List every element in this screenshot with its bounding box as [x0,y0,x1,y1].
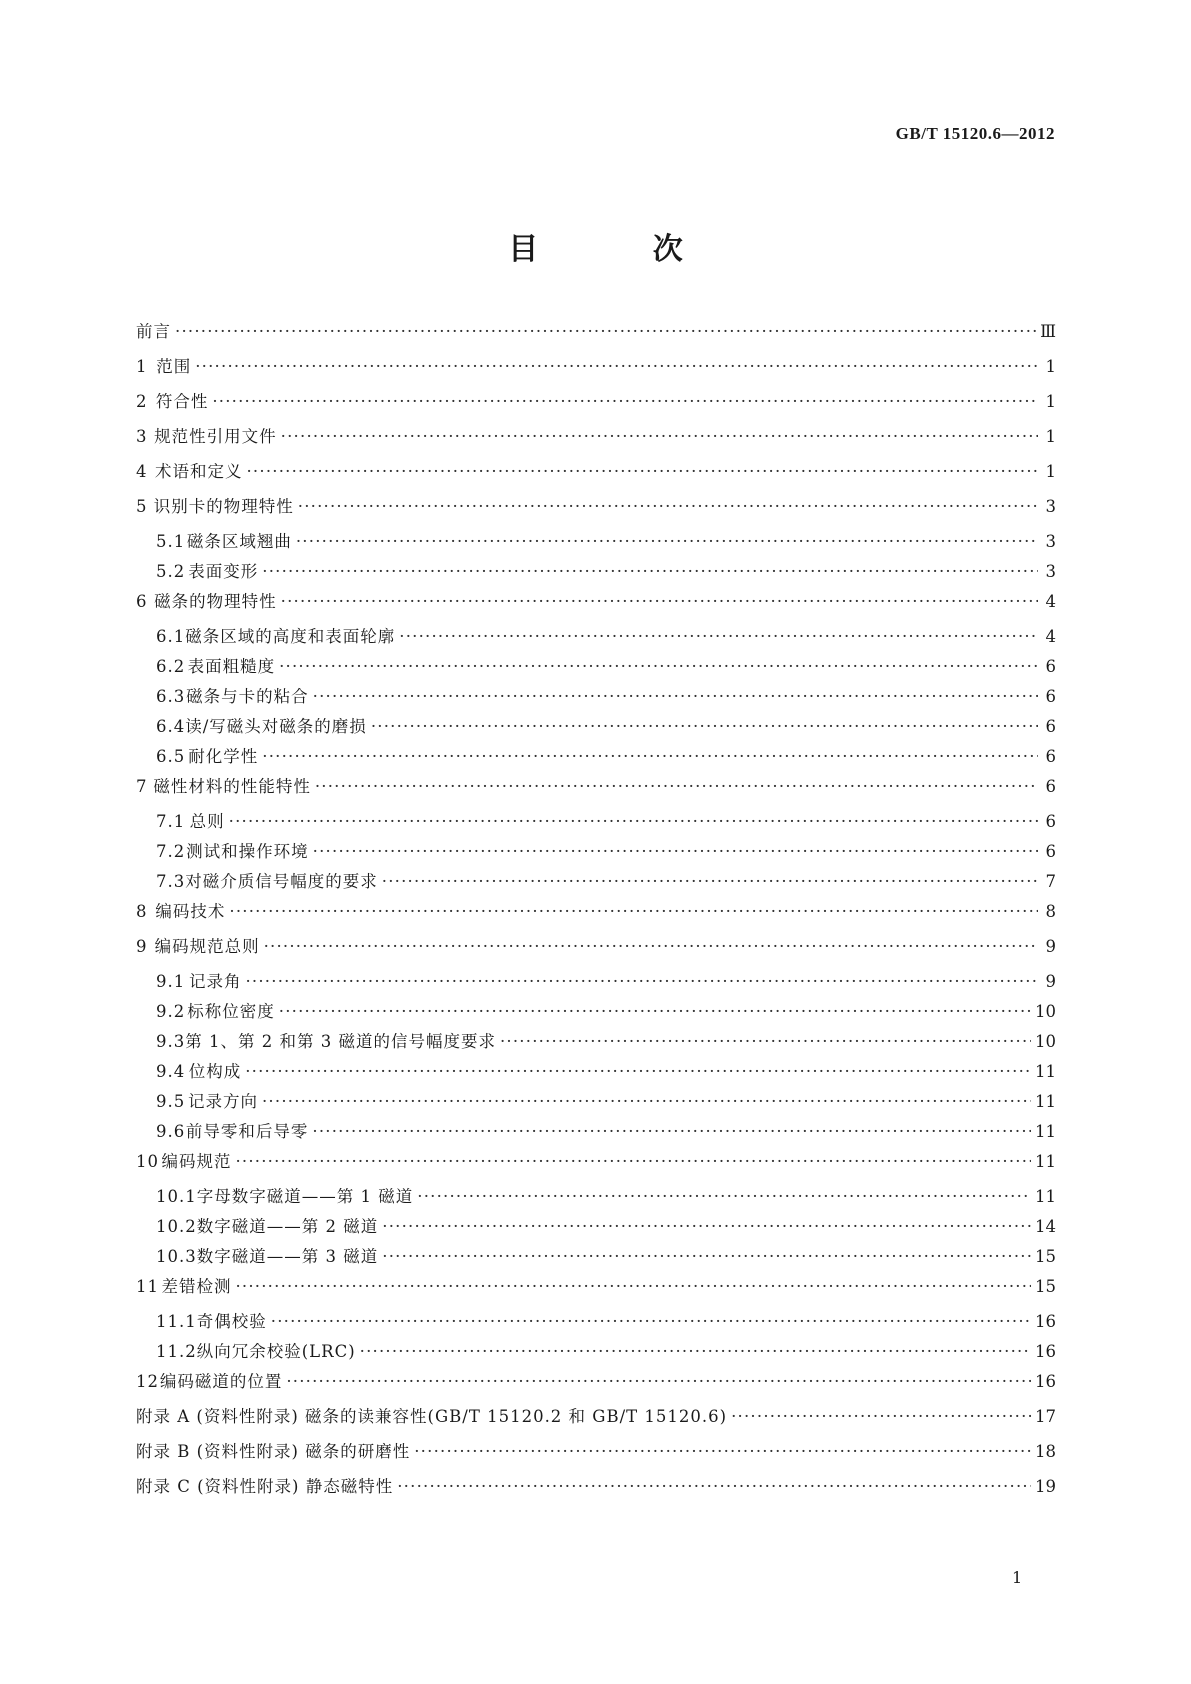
toc-entry-number: 6.2 [156,657,186,676]
toc-entry-page: 6 [1045,687,1056,706]
dot-leader [313,842,1038,862]
dot-leader [296,532,1038,552]
toc-entry[interactable] [136,717,1056,747]
toc-entry-page: 6 [1045,717,1056,736]
toc-entry-page: 6 [1045,812,1056,831]
toc-entry-page: 6 [1045,842,1056,861]
dot-leader [360,1342,1031,1362]
toc-entry-number: 10.1 [156,1187,197,1206]
toc-entry-page: 9 [1045,937,1056,956]
toc-entry-number: 11.2 [156,1342,197,1361]
toc-entry-number: 7 [136,777,148,796]
toc-entry-page: 11 [1035,1187,1056,1206]
toc-entry[interactable] [136,1312,1056,1342]
standard-code: GB/T 15120.6—2012 [895,124,1055,143]
toc-entry[interactable] [136,1342,1056,1372]
toc-entry[interactable] [136,872,1056,902]
toc-entry-page: 16 [1035,1342,1056,1361]
dot-leader [731,1407,1031,1427]
toc-entry[interactable] [136,497,1056,532]
toc-entry-number: 9.6 [156,1122,186,1141]
toc-entry-title: 标称位密度 [187,1002,275,1021]
dot-leader [397,1477,1031,1497]
toc-entry[interactable] [136,902,1056,937]
dot-leader [500,1032,1031,1052]
toc-entry-title: 磁条与卡的粘合 [186,687,309,706]
toc-entry-number: 9.1 [156,972,186,991]
dot-leader [313,687,1038,707]
toc-entry[interactable] [136,1032,1056,1062]
toc-entry[interactable] [136,1372,1056,1407]
dot-leader [262,747,1038,767]
toc-entry-page: 3 [1045,532,1056,551]
dot-leader [246,462,1038,482]
toc-entry-number: 7.2 [156,842,186,861]
toc-entry-title: 耐化学性 [188,747,259,766]
toc-entry-page: 3 [1045,497,1056,516]
toc-entry-page: 4 [1045,592,1056,611]
toc-entry-title: 记录角 [188,972,242,991]
toc-entry-number: 12 [136,1372,159,1391]
toc-entry[interactable] [136,1122,1056,1152]
toc-entry-page: 17 [1035,1407,1056,1426]
toc-entry[interactable] [136,1247,1056,1277]
dot-leader [382,1247,1031,1267]
toc-entry-number: 7.1 [156,812,186,831]
toc-entry[interactable] [136,322,1056,357]
dot-leader [286,1372,1031,1392]
toc-entry-page: 9 [1045,972,1056,991]
toc-entry-number: 5.1 [156,532,186,551]
toc-entry[interactable] [136,1092,1056,1122]
toc-entry-number: 3 [136,427,148,446]
toc-entry-page: 10 [1035,1002,1056,1021]
toc-entry-page: 11 [1035,1062,1056,1081]
page-title: 目 次 [508,232,735,267]
dot-leader [271,1312,1031,1332]
toc-entry-page: Ⅲ [1040,322,1056,341]
toc-entry[interactable] [136,657,1056,687]
toc-entry[interactable] [136,972,1056,1002]
toc-entry-title: 测试和操作环境 [186,842,309,861]
dot-leader [382,1217,1031,1237]
toc-entry-number: 5.2 [156,562,186,581]
toc-entry-title: 磁条区域的高度和表面轮廓 [185,627,396,646]
dot-leader [281,592,1038,612]
dot-leader [279,657,1038,677]
toc-entry-number: 10.3 [156,1247,197,1266]
toc-entry-number: 6.1 [156,627,186,646]
toc-entry-title: 识别卡的物理特性 [153,497,294,516]
toc-entry-title: 数字磁道——第 3 磁道 [196,1247,379,1266]
toc-entry[interactable] [136,1217,1056,1247]
toc-entry-number: 9.2 [156,1002,186,1021]
dot-leader [298,497,1038,517]
dot-leader [245,1062,1031,1082]
dot-leader [229,902,1038,922]
toc-entry-page: 11 [1035,1122,1056,1141]
toc-entry-number: 7.3 [156,872,186,891]
dot-leader [399,627,1038,647]
toc-entry-title: 字母数字磁道——第 1 磁道 [196,1187,414,1206]
toc-entry-title: 读/写磁头对磁条的磨损 [185,717,367,736]
toc-entry-title: 位构成 [188,1062,242,1081]
toc-entry-title: 术语和定义 [154,462,243,481]
toc-entry[interactable] [136,1277,1056,1312]
toc-entry-page: 11 [1035,1092,1056,1111]
toc-entry-page: 1 [1045,357,1056,376]
toc-entry-title: 差错检测 [161,1277,232,1296]
toc-entry-page: 6 [1045,777,1056,796]
toc-entry[interactable] [136,1477,1056,1512]
toc-entry-page: 8 [1045,902,1056,921]
dot-leader [229,812,1038,832]
toc-entry-title: 附录 C (资料性附录) 静态磁特性 [136,1477,394,1496]
toc-entry-number: 10.2 [156,1217,197,1236]
toc-entry[interactable] [136,842,1056,872]
toc-entry-title: 磁条的物理特性 [154,592,277,611]
toc-entry-title: 磁条区域翘曲 [186,532,292,551]
toc-entry-page: 6 [1045,747,1056,766]
toc-entry-page: 1 [1045,462,1056,481]
toc-entry-page: 4 [1045,627,1056,646]
dot-leader [281,427,1038,447]
toc-entry-number: 9.5 [156,1092,186,1111]
toc-entry[interactable] [136,687,1056,717]
toc-entry-title: 第 1、第 2 和第 3 磁道的信号幅度要求 [185,1032,496,1051]
toc-entry-title: 纵向冗余校验(LRC) [196,1342,356,1361]
dot-leader [262,1092,1031,1112]
toc-entry-number: 9.3 [156,1032,186,1051]
toc-entry[interactable] [136,427,1056,462]
toc-entry[interactable] [136,392,1056,427]
toc-entry-page: 11 [1035,1152,1056,1171]
toc-entry-title: 编码技术 [155,902,226,921]
dot-leader [315,777,1038,797]
dot-leader [195,357,1038,377]
dot-leader [235,1152,1031,1172]
toc-entry[interactable] [136,1062,1056,1092]
toc-entry-title: 前言 [136,322,171,341]
toc-entry-page: 6 [1045,657,1056,676]
toc-entry[interactable] [136,1442,1056,1477]
toc-entry-title: 磁性材料的性能特性 [153,777,311,796]
toc-entry[interactable] [136,1187,1056,1217]
dot-leader [371,717,1038,737]
toc-entry-page: 15 [1035,1247,1056,1266]
toc-entry-number: 11.1 [156,1312,197,1331]
toc-entry-number: 1 [136,357,148,376]
toc-entry-title: 附录 B (资料性附录) 磁条的研磨性 [136,1442,411,1461]
toc-entry-title: 编码规范总则 [154,937,260,956]
toc-entry[interactable] [136,777,1056,812]
toc-entry-title: 符合性 [155,392,209,411]
toc-entry-page: 16 [1035,1312,1056,1331]
dot-leader [175,322,1036,342]
toc-entry-title: 对磁介质信号幅度的要求 [185,872,378,891]
toc-entry-title: 范围 [156,357,192,376]
toc-entry-title: 表面变形 [188,562,259,581]
toc-entry-page: 16 [1035,1372,1056,1391]
toc-entry-page: 15 [1035,1277,1056,1296]
toc-entry[interactable] [136,562,1056,592]
toc-entry-page: 3 [1045,562,1056,581]
dot-leader [235,1277,1031,1297]
toc-entry[interactable] [136,747,1056,777]
toc-entry-page: 7 [1045,872,1056,891]
toc-entry-number: 11 [136,1277,159,1296]
toc-entry-number: 10 [136,1152,159,1171]
toc-entry-page: 1 [1045,427,1056,446]
toc-entry[interactable] [136,1152,1056,1187]
toc-entry-title: 编码磁道的位置 [159,1372,283,1391]
toc-entry-number: 9.4 [156,1062,186,1081]
toc-entry-number: 6 [136,592,148,611]
dot-leader [279,1002,1031,1022]
dot-leader [382,872,1038,892]
toc-entry-title: 总则 [189,812,225,831]
toc-entry[interactable] [136,812,1056,842]
toc-entry-page: 14 [1035,1217,1056,1236]
toc-entry-title: 前导零和后导零 [185,1122,309,1141]
dot-leader [417,1187,1031,1207]
toc-entry-number: 9 [136,937,148,956]
toc-entry-number: 6.4 [156,717,186,736]
dot-leader [245,972,1038,992]
toc-entry-page: 19 [1035,1477,1056,1496]
dot-leader [264,937,1038,957]
dot-leader [212,392,1038,412]
toc-entry-title: 附录 A (资料性附录) 磁条的读兼容性(GB/T 15120.2 和 GB/T 15120.6) [136,1407,728,1426]
dot-leader [312,1122,1031,1142]
page-number: 1 [1012,1568,1023,1587]
toc-entry[interactable] [136,1407,1056,1442]
dot-leader [262,562,1038,582]
toc-entry[interactable] [136,532,1056,562]
toc-entry[interactable] [136,937,1056,972]
toc-entry-number: 5 [136,497,148,516]
toc-entry[interactable] [136,357,1056,392]
toc-entry-page: 18 [1035,1442,1056,1461]
table-of-contents [136,322,1056,1512]
toc-entry-title: 记录方向 [187,1092,258,1111]
toc-entry-title: 表面粗糙度 [187,657,276,676]
toc-entry-page: 10 [1035,1032,1056,1051]
toc-entry-number: 4 [136,462,148,481]
dot-leader [414,1442,1031,1462]
toc-entry-page: 1 [1045,392,1056,411]
toc-entry[interactable] [136,1002,1056,1032]
toc-entry-number: 6.5 [156,747,186,766]
toc-entry-title: 数字磁道——第 2 磁道 [196,1217,379,1236]
toc-entry[interactable] [136,627,1056,657]
toc-entry[interactable] [136,462,1056,497]
toc-entry-number: 6.3 [156,687,186,706]
toc-entry[interactable] [136,592,1056,627]
toc-entry-number: 8 [136,902,148,921]
toc-entry-title: 编码规范 [161,1152,232,1171]
toc-entry-title: 奇偶校验 [196,1312,267,1331]
toc-entry-number: 2 [136,392,148,411]
toc-entry-title: 规范性引用文件 [154,427,277,446]
